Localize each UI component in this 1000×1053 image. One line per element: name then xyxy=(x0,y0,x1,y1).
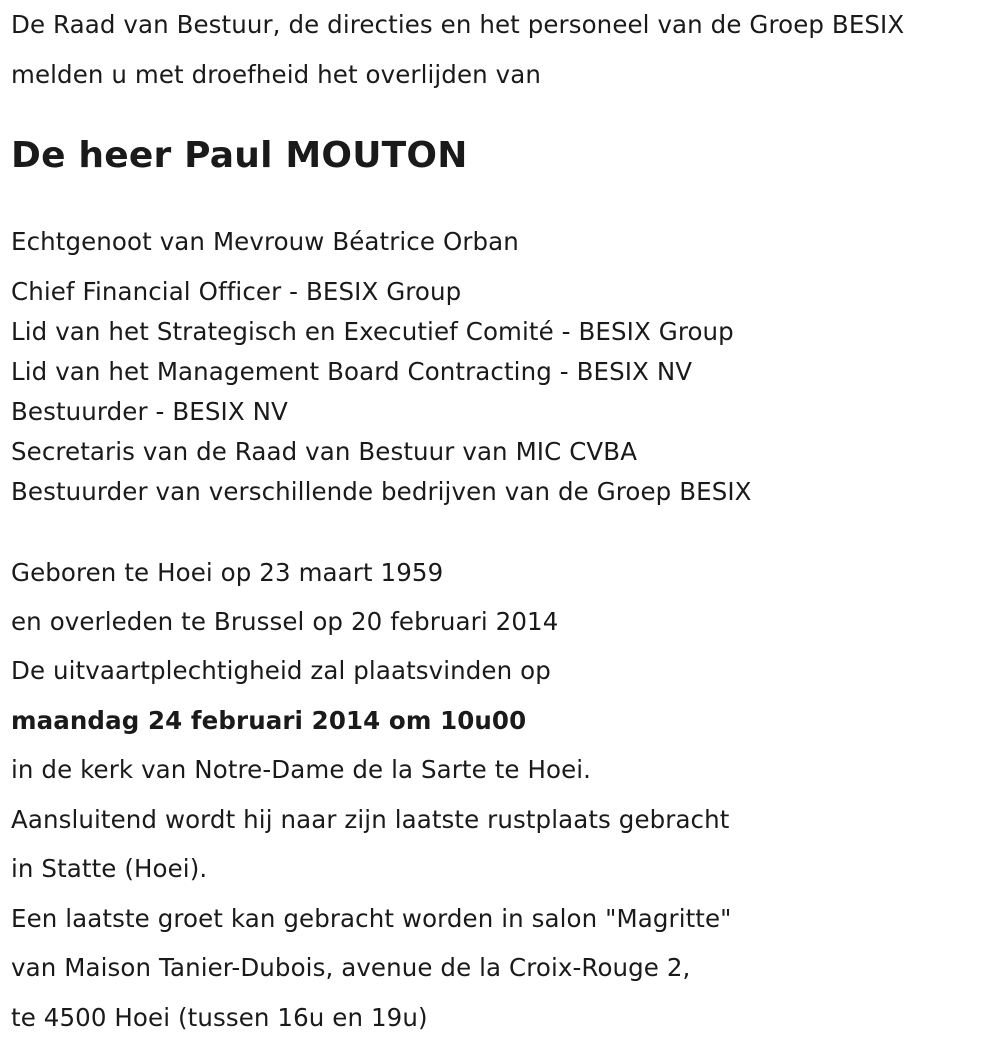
death-line: en overleden te Brussel op 20 februari 2014 xyxy=(11,607,559,636)
deceased-name: De heer Paul MOUTON xyxy=(11,135,468,176)
birth-line: Geboren te Hoei op 23 maart 1959 xyxy=(11,558,444,587)
function-line: Bestuurder van verschillende bedrijven van de Groep BESIX xyxy=(11,477,752,506)
spouse-line: Echtgenoot van Mevrouw Béatrice Orban xyxy=(11,227,519,256)
farewell-line-1: Een laatste groet kan gebracht worden in salon "Magritte" xyxy=(11,904,732,933)
function-line: Lid van het Management Board Contracting - BESIX NV xyxy=(11,357,693,386)
intro-line-1: De Raad van Bestuur, de directies en het personeel van de Groep BESIX xyxy=(11,10,905,39)
church-line: in de kerk van Notre-Dame de la Sarte te Hoei. xyxy=(11,755,592,784)
intro-line-2: melden u met droefheid het overlijden van xyxy=(11,60,541,89)
function-line: Chief Financial Officer - BESIX Group xyxy=(11,277,462,306)
funeral-date-line: maandag 24 februari 2014 om 10u00 xyxy=(11,706,527,735)
farewell-line-3: te 4500 Hoei (tussen 16u en 19u) xyxy=(11,1003,428,1032)
function-line: Lid van het Strategisch en Executief Comité - BESIX Group xyxy=(11,317,734,346)
burial-line-2: in Statte (Hoei). xyxy=(11,854,208,883)
function-line: Bestuurder - BESIX NV xyxy=(11,397,288,426)
funeral-intro-line: De uitvaartplechtigheid zal plaatsvinden op xyxy=(11,656,551,685)
farewell-line-2: van Maison Tanier-Dubois, avenue de la Croix-Rouge 2, xyxy=(11,953,691,982)
function-line: Secretaris van de Raad van Bestuur van MIC CVBA xyxy=(11,437,638,466)
burial-line-1: Aansluitend wordt hij naar zijn laatste rustplaats gebracht xyxy=(11,805,730,834)
